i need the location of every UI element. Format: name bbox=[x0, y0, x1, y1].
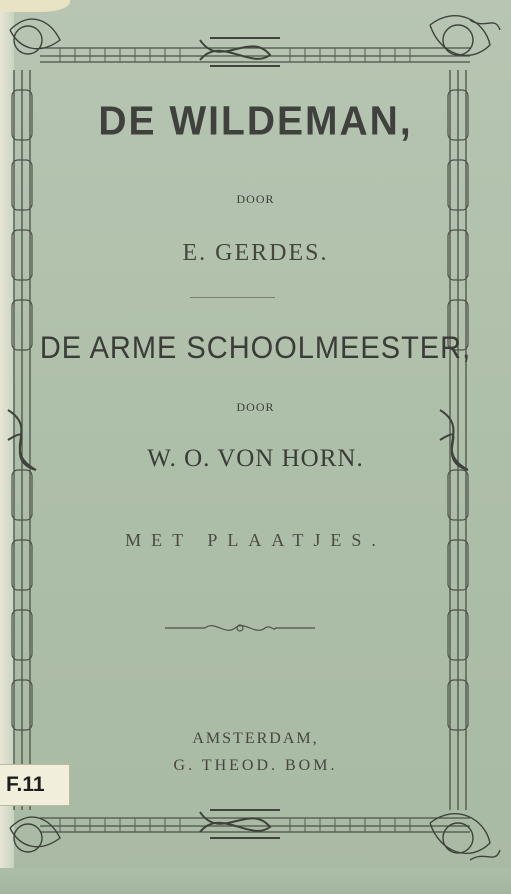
imprint-city: AMSTERDAM, bbox=[192, 730, 319, 747]
bottom-edge bbox=[0, 868, 511, 894]
author-2: W. O. VON HORN. bbox=[147, 445, 364, 472]
library-shelf-label: F.11 bbox=[0, 764, 70, 806]
by-line-1: DOOR bbox=[236, 192, 275, 206]
subtitle: MET PLAATJES. bbox=[125, 530, 386, 550]
imprint-publisher: G. THEOD. BOM. bbox=[173, 757, 338, 774]
second-title: DE ARME SCHOOLMEESTER, bbox=[39, 330, 472, 366]
divider-line bbox=[190, 297, 275, 298]
main-title: DE WILDEMAN, bbox=[98, 98, 413, 145]
author-1: E. GERDES. bbox=[182, 240, 329, 266]
by-line-2: DOOR bbox=[236, 400, 275, 414]
